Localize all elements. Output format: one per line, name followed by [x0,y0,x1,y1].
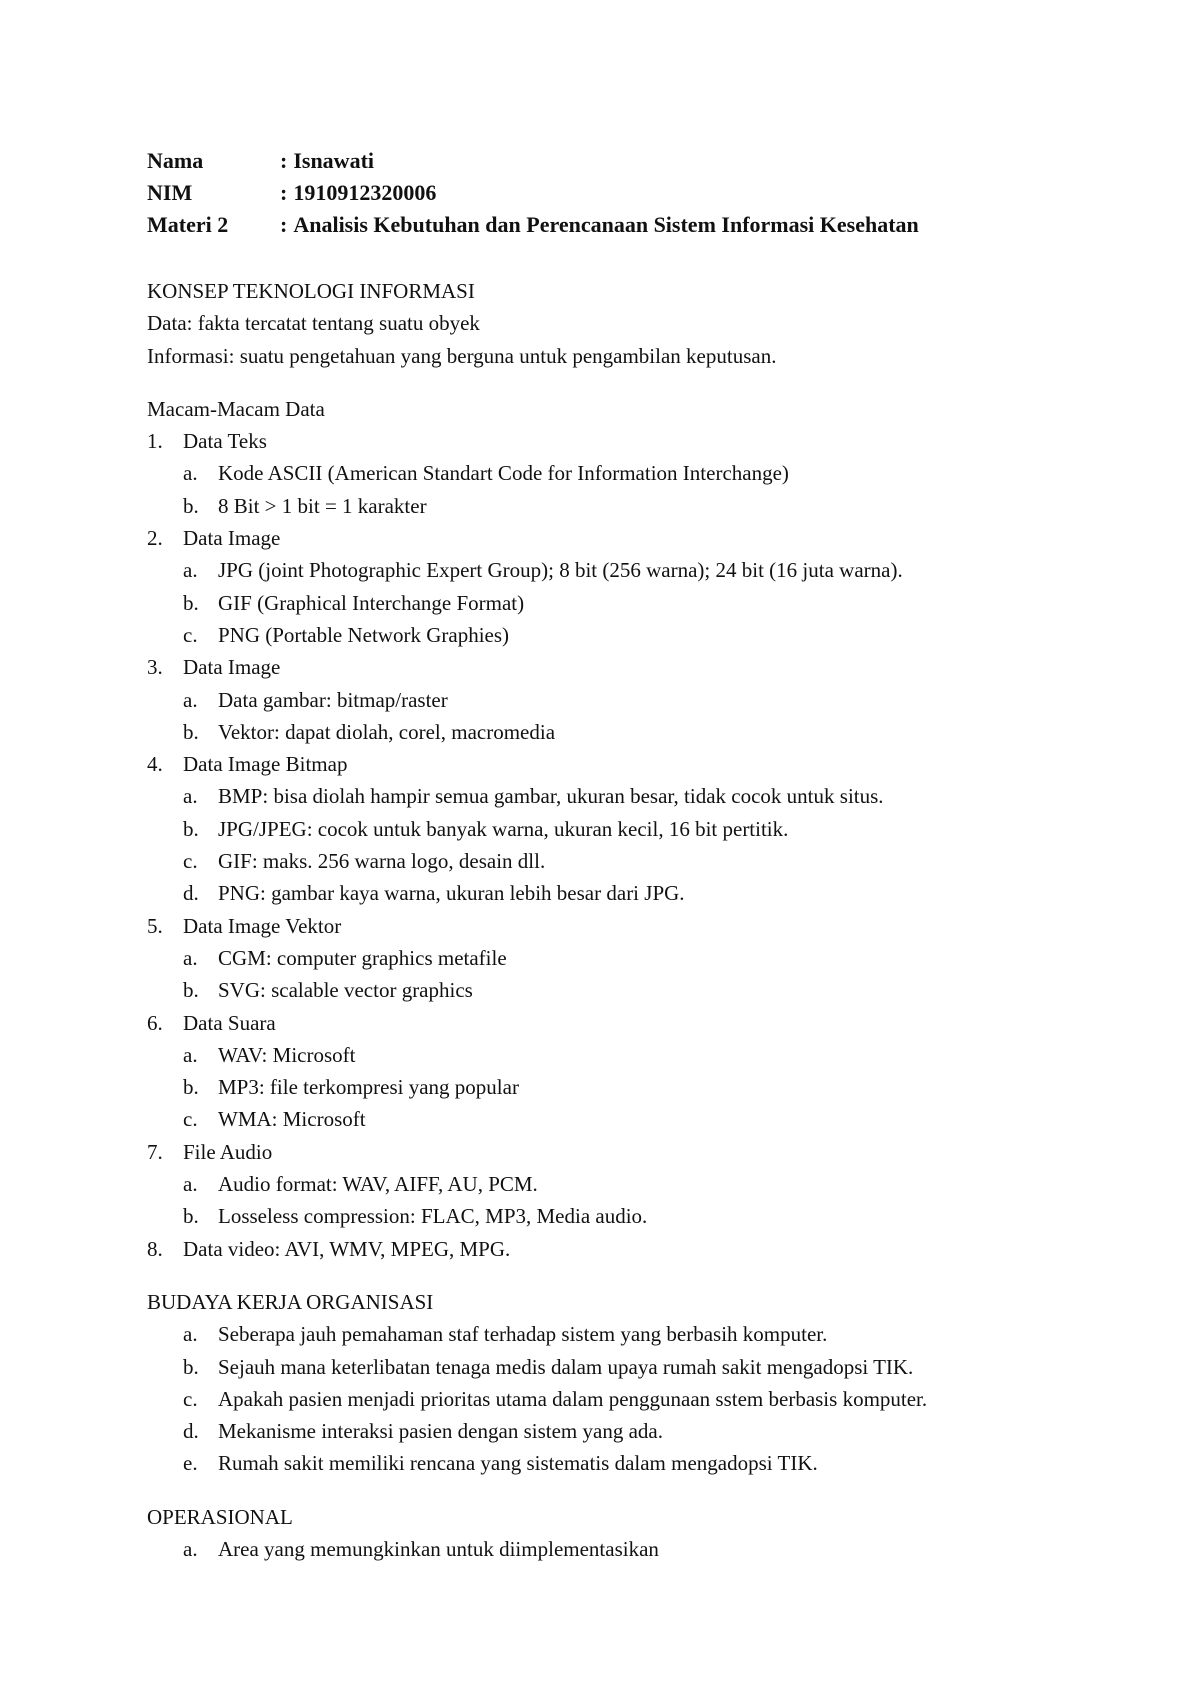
sub-list-marker: a. [183,687,198,712]
header-value: 1910912320006 [293,180,437,205]
list-number: 5. [147,913,163,938]
sub-list-text: Area yang memungkinkan untuk diimplementasikan [218,1536,659,1561]
header-separator: : [280,212,288,237]
header-label: Nama [147,148,204,173]
sub-list-marker: b. [183,1075,199,1100]
sub-list-text: 8 Bit > 1 bit = 1 karakter [218,493,427,518]
sub-list-item [147,490,1107,522]
sub-list-text: Seberapa jauh pemahaman staf terhadap sistem yang berbasih komputer. [218,1322,828,1347]
sub-list-marker: c. [183,1386,198,1411]
list-item-text: Data Image [183,526,281,551]
header-value: Analisis Kebutuhan dan Perencanaan Sistem Informasi Kesehatan [293,212,919,237]
sub-list-text: MP3: file terkompresi yang popular [218,1075,519,1100]
list-item [147,1007,1107,1039]
sub-list-item [147,1168,1107,1200]
header-row-nama [147,145,919,177]
sub-list-marker: e. [183,1451,198,1476]
sub-list-item [147,1533,1107,1565]
sub-list-marker: b. [183,816,199,841]
definition-informasi: Informasi: suatu pengetahuan yang berguna untuk pengambilan keputusan. [147,343,777,368]
sub-list-marker: c. [183,1107,198,1132]
header-label: NIM [147,180,193,205]
sub-list-item [147,1351,1107,1383]
document-body [147,275,1107,1565]
sub-list-item [147,877,1107,909]
definition-data: Data: fakta tercatat tentang suatu obyek [147,311,480,336]
sub-list-marker: a. [183,1536,198,1561]
sub-list-marker: d. [183,881,199,906]
sub-list-text: Apakah pasien menjadi prioritas utama dalam penggunaan sstem berbasis komputer. [218,1386,928,1411]
sub-list-text: PNG: gambar kaya warna, ukuran lebih besar dari JPG. [218,881,685,906]
list-item-text: Data Image Bitmap [183,752,348,777]
sub-list-text: Sejauh mana keterlibatan tenaga medis dalam upaya rumah sakit mengadopsi TIK. [218,1354,914,1379]
sub-list-marker: a. [183,784,198,809]
list-number: 1. [147,429,163,454]
sub-list-text: Rumah sakit memiliki rencana yang sistematis dalam mengadopsi TIK. [218,1451,818,1476]
list-item-text: Data Teks [183,429,267,454]
header-separator: : [280,148,288,173]
sub-list-text: Data gambar: bitmap/raster [218,687,448,712]
list-item [147,522,1107,554]
sub-list-marker: d. [183,1419,199,1444]
list-item [147,425,1107,457]
sub-list-item [147,974,1107,1006]
sub-list-text: Mekanisme interaksi pasien dengan sistem yang ada. [218,1419,663,1444]
sub-list-marker: a. [183,461,198,486]
sub-list-item [147,1103,1107,1135]
sub-list-text: Vektor: dapat diolah, corel, macromedia [218,719,556,744]
list-number: 2. [147,526,163,551]
sub-list-text: Losseless compression: FLAC, MP3, Media audio. [218,1204,648,1229]
list-number: 4. [147,752,163,777]
list-number: 6. [147,1010,163,1035]
sub-list-text: Audio format: WAV, AIFF, AU, PCM. [218,1172,538,1197]
sub-list-item [147,1415,1107,1447]
sub-list-marker: c. [183,622,198,647]
sub-list-marker: b. [183,590,199,615]
sub-list-item [147,1200,1107,1232]
sub-list-marker: b. [183,719,199,744]
sub-list-item [147,587,1107,619]
list-item-text: Data Image Vektor [183,913,342,938]
header-label: Materi 2 [147,212,229,237]
sub-list-text: JPG (joint Photographic Expert Group); 8 bit (256 warna); 24 bit (16 juta warna). [218,558,903,583]
list-item [147,1233,1107,1265]
section-heading-budaya: BUDAYA KERJA ORGANISASI [147,1289,434,1314]
sub-list-marker: c. [183,849,198,874]
header-row-nim [147,177,919,209]
sub-list-item [147,619,1107,651]
sub-list-text: CGM: computer graphics metafile [218,945,507,970]
sub-list-text: WAV: Microsoft [218,1042,356,1067]
sub-list-marker: a. [183,1172,198,1197]
sub-list-item [147,684,1107,716]
sub-list-text: Kode ASCII (American Standart Code for Information Interchange) [218,461,789,486]
sub-list-item [147,780,1107,812]
sub-list-item [147,1383,1107,1415]
header-value: Isnawati [293,148,375,173]
sub-list-text: BMP: bisa diolah hampir semua gambar, ukuran besar, tidak cocok untuk situs. [218,784,884,809]
sub-list-item [147,942,1107,974]
list-item-text: Data Image [183,655,281,680]
list-item [147,1136,1107,1168]
sub-list-marker: a. [183,558,198,583]
section-heading-macam-data: Macam-Macam Data [147,396,325,421]
sub-list-item [147,716,1107,748]
sub-list-marker: b. [183,1354,199,1379]
list-number: 7. [147,1139,163,1164]
list-number: 8. [147,1236,163,1261]
sub-list-text: JPG/JPEG: cocok untuk banyak warna, ukuran kecil, 16 bit pertitik. [218,816,789,841]
list-item [147,651,1107,683]
sub-list-marker: a. [183,1322,198,1347]
list-item-text: Data Suara [183,1010,276,1035]
list-item-text: Data video: AVI, WMV, MPEG, MPG. [183,1236,511,1261]
list-item-text: File Audio [183,1139,273,1164]
sub-list-item [147,1039,1107,1071]
sub-list-marker: b. [183,493,199,518]
sub-list-text: PNG (Portable Network Graphies) [218,622,510,647]
student-header [147,145,919,241]
sub-list-item [147,1071,1107,1103]
sub-list-text: GIF: maks. 256 warna logo, desain dll. [218,849,546,874]
section-heading-konsep: KONSEP TEKNOLOGI INFORMASI [147,279,475,303]
header-separator: : [280,180,288,205]
sub-list-item [147,813,1107,845]
sub-list-marker: b. [183,978,199,1003]
sub-list-item [147,1447,1107,1479]
sub-list-text: GIF (Graphical Interchange Format) [218,590,525,615]
section-heading-operasional: OPERASIONAL [147,1504,293,1529]
sub-list-text: WMA: Microsoft [218,1107,366,1132]
sub-list-marker: a. [183,1042,198,1067]
header-row-materi [147,209,919,241]
sub-list-marker: b. [183,1204,199,1229]
sub-list-item [147,1318,1107,1350]
sub-list-item [147,457,1107,489]
sub-list-item [147,845,1107,877]
list-number: 3. [147,655,163,680]
list-item [147,910,1107,942]
list-item [147,748,1107,780]
sub-list-text: SVG: scalable vector graphics [218,978,473,1003]
sub-list-item [147,554,1107,586]
sub-list-marker: a. [183,945,198,970]
